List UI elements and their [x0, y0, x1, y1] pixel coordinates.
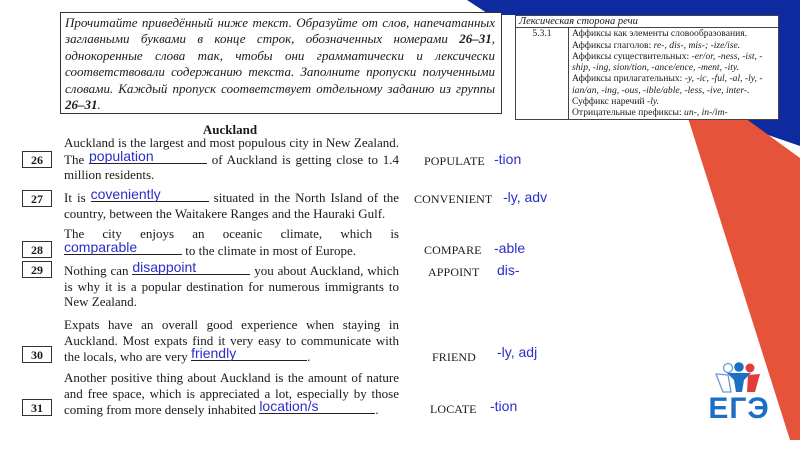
codifier-heading: Лексическая сторона речи [516, 16, 779, 28]
answer-blank[interactable] [132, 259, 250, 275]
exercise-title: Auckland [202, 122, 258, 137]
task-range: 26–31 [65, 97, 98, 113]
question-text-30 [64, 317, 399, 365]
sentence-before: Nothing can [64, 263, 133, 278]
ege-logo [704, 362, 774, 432]
codifier-affixes: un-, in-/im- [684, 107, 728, 119]
codifier-line [572, 96, 775, 107]
codifier-line [572, 28, 775, 39]
sentence-before: The city enjoys an oceanic climate, which is [64, 226, 399, 241]
question-number-26: 26 [22, 151, 52, 168]
codifier-affixes: -y, -ic, -ful, -al, -ly, -ian/an, -ing, -ous, -ible/able, -less, -ive, inter-. [572, 73, 763, 96]
codifier-label: Суффикс наречий [572, 96, 648, 108]
suffix-hint-29: dis- [497, 262, 520, 278]
codifier-table [515, 15, 779, 120]
codifier-line [572, 51, 775, 74]
answer-blank[interactable] [259, 398, 375, 414]
question-number-27: 27 [22, 190, 52, 207]
codifier-affixes: re-, dis-, mis-; -ize/ise. [653, 39, 741, 51]
instructions-text: , однокоренные слова так, чтобы они грамматически и лексически соответствовали содержанию текста. Заполните пропуски полученными словами. Каждый пропуск соответствует отдельному заданию из группы [65, 31, 495, 96]
word-stem-30: FRIEND [432, 350, 476, 364]
codifier-label: Аффиксы как элементы словообразования. [572, 28, 748, 40]
answer-blank[interactable] [90, 186, 209, 202]
codifier-label: Отрицательные префиксы: [572, 107, 685, 119]
suffix-hint-27: -ly, adv [503, 189, 548, 205]
question-text-27 [64, 186, 399, 221]
suffix-hint-31: -tion [490, 398, 518, 414]
codifier-line [572, 73, 775, 96]
task-range: 26–31 [459, 31, 492, 47]
codifier-label: Аффиксы прилагательных: [572, 73, 685, 85]
instructions-text: Прочитайте приведённый ниже текст. Образуйте от слов, напечатанных заглавными буквами в конце строк, обозначенных номерами [65, 15, 495, 47]
suffix-hint-26: -tion [494, 151, 522, 167]
codifier-affixes: -ly. [647, 96, 660, 108]
question-number-29: 29 [22, 261, 52, 278]
question-number-31: 31 [22, 399, 52, 416]
ege-people-icon [704, 362, 774, 394]
word-stem-29: APPOINT [428, 265, 480, 279]
question-text-31 [64, 370, 399, 418]
question-text-28 [64, 226, 399, 258]
codifier-line [572, 40, 775, 51]
question-text-29 [64, 259, 399, 310]
sentence-after: . [375, 402, 379, 417]
codifier-label: Аффиксы существительных: [572, 50, 692, 62]
handwritten-answer: comparable [64, 238, 138, 255]
question-number-28: 28 [22, 241, 52, 258]
sentence-after: you about Auckland, which is why it is a popular destination for numerous immigrants to New Zealand. [64, 263, 399, 309]
word-stem-26: POPULATE [424, 154, 485, 168]
instructions-text: . [97, 97, 101, 113]
sentence-before: It is [64, 190, 91, 205]
sentence-before: Auckland is the largest and most populous city in New Zealand. The [64, 135, 399, 167]
sentence-after: of Auckland is getting close to 1.4 million residents. [64, 151, 399, 182]
answer-blank[interactable] [64, 238, 182, 255]
task-instructions [60, 12, 502, 114]
sentence-before: Expats have an overall good experience when staying in Auckland. Most expats find it very easy to communicate with the locals, who are very [64, 317, 399, 364]
ege-logo-text: ЕГЭ [708, 392, 770, 425]
word-stem-27: CONVENIENT [414, 192, 493, 206]
question-text-26 [64, 135, 399, 183]
codifier-code: 5.3.1 [516, 28, 569, 119]
sentence-after: to the climate in most of Europe. [182, 242, 357, 258]
codifier-label: Аффиксы глаголов: [572, 39, 654, 51]
handwritten-answer: population [89, 147, 154, 164]
sentence-after: . [307, 349, 311, 364]
sentence-after: situated in the North Island of the country, between the Waitakere Ranges and the Hauraki Gulf. [64, 190, 399, 221]
handwritten-answer: friendly [191, 345, 237, 361]
answer-blank[interactable] [89, 147, 207, 164]
suffix-hint-30: -ly, adj [497, 344, 538, 360]
answer-blank[interactable] [191, 345, 307, 361]
handwritten-answer: disappoint [132, 259, 197, 275]
handwritten-answer: coveniently [90, 186, 161, 202]
sentence-before: Another positive thing about Auckland is the amount of nature and free space, which is appreciated a lot, especially by those coming from more densely inhabited [64, 370, 399, 417]
handwritten-answer: location/s [259, 398, 319, 414]
codifier-line [572, 107, 775, 118]
question-number-30: 30 [22, 346, 52, 363]
word-stem-31: LOCATE [430, 402, 477, 416]
codifier-content [569, 28, 779, 119]
suffix-hint-28: -able [494, 240, 526, 256]
word-stem-28: COMPARE [424, 243, 482, 257]
codifier-affixes: -er/or, -ness, -ist, -ship, -ing, sion/tion, -ance/ence, -ment, -ity. [572, 50, 763, 74]
